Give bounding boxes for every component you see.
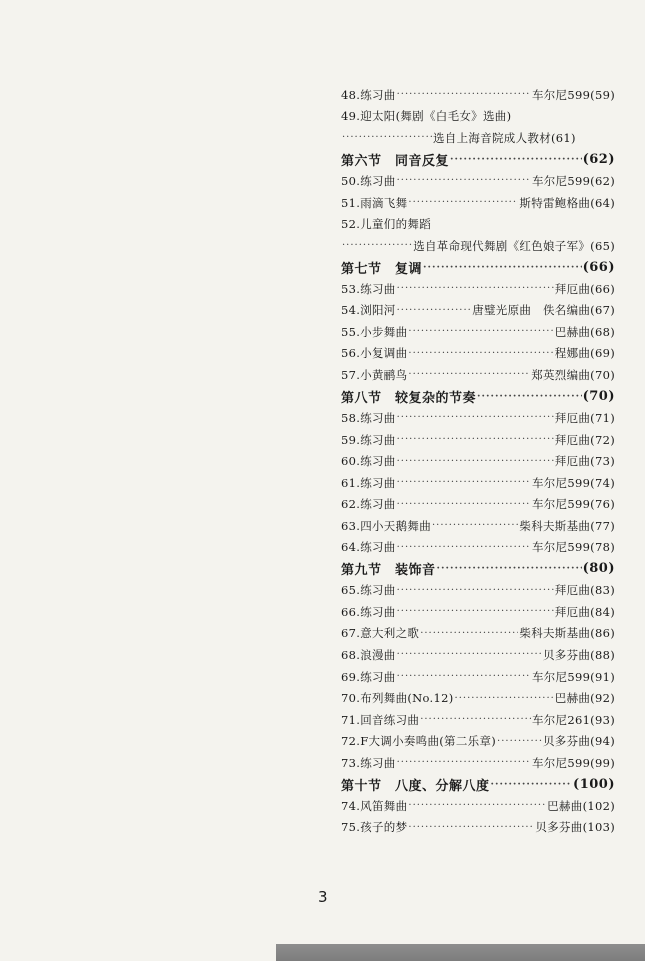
toc-entry-title: 57.小黄鹂鸟 [341, 367, 408, 382]
dot-leader [408, 822, 534, 833]
dot-leader [397, 499, 531, 510]
toc-entry-title: 71.回音练习曲 [341, 712, 420, 727]
scan-edge-shadow [276, 944, 645, 961]
dot-leader [397, 671, 531, 682]
toc-entry-title: 第十节 八度、分解八度 [341, 778, 490, 794]
toc-entry-title: 62.练习曲 [341, 497, 396, 512]
toc-entry-source: 车尔尼599(62) [531, 173, 615, 188]
toc-entry-source: (100) [573, 776, 615, 792]
dot-leader [397, 757, 531, 768]
toc-entry-source: (70) [582, 388, 615, 404]
toc-section-heading [341, 558, 615, 580]
toc-entry [341, 84, 615, 106]
dot-leader [397, 175, 531, 186]
toc-section-heading [341, 386, 615, 408]
toc-entry-source: 车尔尼261(93) [531, 712, 615, 727]
toc-entry-title: 第八节 较复杂的节奏 [341, 390, 477, 406]
toc-section-heading [341, 774, 615, 796]
toc-entry-source: 巴赫曲(92) [554, 691, 615, 706]
toc-entry-title: 69.练习曲 [341, 669, 396, 684]
toc-entry [341, 192, 615, 214]
toc-entry-source: 车尔尼599(76) [531, 497, 615, 512]
dot-leader [397, 606, 554, 617]
toc-entry-title: 50.练习曲 [341, 173, 396, 188]
toc-entry-title: 60.练习曲 [341, 454, 396, 469]
toc-entry-title: 63.四小天鹅舞曲 [341, 518, 431, 533]
toc-entry-source: 车尔尼599(91) [531, 669, 615, 684]
toc-entry [341, 687, 615, 709]
toc-entry-title: 56.小复调曲 [341, 346, 408, 361]
toc-entry [341, 666, 615, 688]
dot-leader [497, 736, 542, 747]
toc-entry [341, 795, 615, 817]
toc-entry [341, 170, 615, 192]
dot-leader [408, 348, 553, 359]
toc-entry-source: 贝多芬曲(103) [535, 820, 615, 835]
toc-entry [341, 343, 615, 365]
toc-entry [341, 644, 615, 666]
toc-entry-title: 51.雨滴飞舞 [341, 195, 408, 210]
toc-entry-source: 拜厄曲(83) [554, 583, 615, 598]
toc-entry-source: 郑英烈编曲(70) [531, 367, 615, 382]
toc-entry [341, 623, 615, 645]
toc-entry [341, 817, 615, 839]
toc-entry [341, 580, 615, 602]
toc-entry-source: 拜厄曲(73) [554, 454, 615, 469]
toc-entry-source: 拜厄曲(84) [554, 604, 615, 619]
toc-entry-source: 拜厄曲(72) [554, 432, 615, 447]
toc-entry-title: 64.练习曲 [341, 540, 396, 555]
toc-entry [341, 515, 615, 537]
toc-entry [341, 472, 615, 494]
dot-leader [397, 434, 554, 445]
toc-entry-title: 75.孩子的梦 [341, 820, 408, 835]
toc-entry-title: 52.儿童们的舞蹈 [341, 217, 431, 232]
toc-entry [341, 364, 615, 386]
toc-entry [341, 278, 615, 300]
dot-leader [408, 197, 518, 208]
toc-entry-source: 拜厄曲(66) [554, 281, 615, 296]
page-number: 3 [318, 888, 328, 906]
toc-entry-source: (80) [582, 561, 615, 577]
table-of-contents [341, 84, 615, 838]
dot-leader [397, 585, 554, 596]
toc-entry-source: 贝多芬曲(88) [542, 647, 615, 662]
toc-entry-source: 柴科夫斯基曲(77) [519, 518, 615, 533]
toc-entry-source: 车尔尼599(59) [531, 87, 615, 102]
toc-section-heading [341, 256, 615, 278]
toc-entry-title: 61.练习曲 [341, 475, 396, 490]
toc-entry-source: 车尔尼599(78) [531, 540, 615, 555]
toc-entry-source: 贝多芬曲(94) [542, 734, 615, 749]
toc-entry-title: 72.F大调小奏鸣曲(第二乐章) [341, 734, 497, 749]
toc-entry [341, 536, 615, 558]
dot-leader [423, 262, 582, 273]
dot-leader [397, 477, 531, 488]
toc-entry [341, 127, 615, 149]
toc-entry-source: 斯特雷鲍格曲(64) [519, 195, 615, 210]
toc-entry [341, 429, 615, 451]
toc-entry-title: 48.练习曲 [341, 87, 396, 102]
toc-entry [341, 709, 615, 731]
toc-section-heading [341, 149, 615, 171]
toc-entry [341, 407, 615, 429]
toc-entry-title: 49.迎太阳(舞剧《白毛女》选曲) [341, 109, 512, 124]
toc-entry-title: 54.浏阳河 [341, 303, 396, 318]
dot-leader [437, 563, 582, 574]
dot-leader [491, 779, 573, 790]
dot-leader [397, 412, 554, 423]
toc-entry-source: 车尔尼599(74) [531, 475, 615, 490]
toc-entry-title: 65.练习曲 [341, 583, 396, 598]
toc-entry-source: 拜厄曲(71) [554, 410, 615, 425]
dot-leader [408, 326, 553, 337]
toc-entry [341, 752, 615, 774]
toc-entry [341, 213, 615, 235]
toc-entry-title: 55.小步舞曲 [341, 324, 408, 339]
toc-entry [341, 730, 615, 752]
toc-entry-source: 柴科夫斯基曲(86) [519, 626, 615, 641]
dot-leader [397, 283, 554, 294]
dot-leader [342, 132, 432, 143]
dot-leader [397, 542, 531, 553]
toc-entry-title: 第九节 装饰音 [341, 563, 436, 579]
toc-entry-source: (66) [582, 259, 615, 275]
toc-entry-title: 66.练习曲 [341, 604, 396, 619]
dot-leader [342, 240, 412, 251]
toc-entry-source: 巴赫曲(68) [554, 324, 615, 339]
toc-entry [341, 450, 615, 472]
toc-entry-source: 选自上海音院成人教材(61) [433, 130, 576, 145]
toc-entry-source: 程娜曲(69) [554, 346, 615, 361]
toc-entry [341, 493, 615, 515]
toc-entry [341, 601, 615, 623]
dot-leader [397, 89, 531, 100]
dot-leader [477, 391, 582, 402]
toc-entry-source: 唐璧光原曲 佚名编曲(67) [472, 303, 615, 318]
toc-entry-source: 车尔尼599(99) [531, 755, 615, 770]
dot-leader [455, 693, 554, 704]
dot-leader [397, 649, 542, 660]
dot-leader [397, 305, 472, 316]
toc-entry-title: 第七节 复调 [341, 261, 423, 277]
toc-entry-title: 第六节 同音反复 [341, 153, 450, 169]
toc-entry-title: 68.浪漫曲 [341, 647, 396, 662]
toc-entry-title: 73.练习曲 [341, 755, 396, 770]
toc-entry [341, 235, 615, 257]
toc-entry-source: 选自革命现代舞剧《红色娘子军》(65) [413, 238, 615, 253]
toc-entry-title: 59.练习曲 [341, 432, 396, 447]
toc-entry-source: (62) [582, 151, 615, 167]
toc-entry-title: 70.布列舞曲(No.12) [341, 691, 454, 706]
dot-leader [408, 800, 546, 811]
toc-entry-title: 74.风笛舞曲 [341, 798, 408, 813]
toc-entry [341, 299, 615, 321]
dot-leader [420, 714, 531, 725]
dot-leader [450, 154, 582, 165]
toc-entry [341, 321, 615, 343]
toc-entry-title: 58.练习曲 [341, 410, 396, 425]
dot-leader [432, 520, 518, 531]
dot-leader [408, 369, 530, 380]
toc-entry [341, 106, 615, 128]
toc-entry-source: 巴赫曲(102) [547, 798, 615, 813]
dot-leader [397, 456, 554, 467]
toc-entry-title: 53.练习曲 [341, 281, 396, 296]
toc-entry-title: 67.意大利之歌 [341, 626, 420, 641]
dot-leader [420, 628, 518, 639]
